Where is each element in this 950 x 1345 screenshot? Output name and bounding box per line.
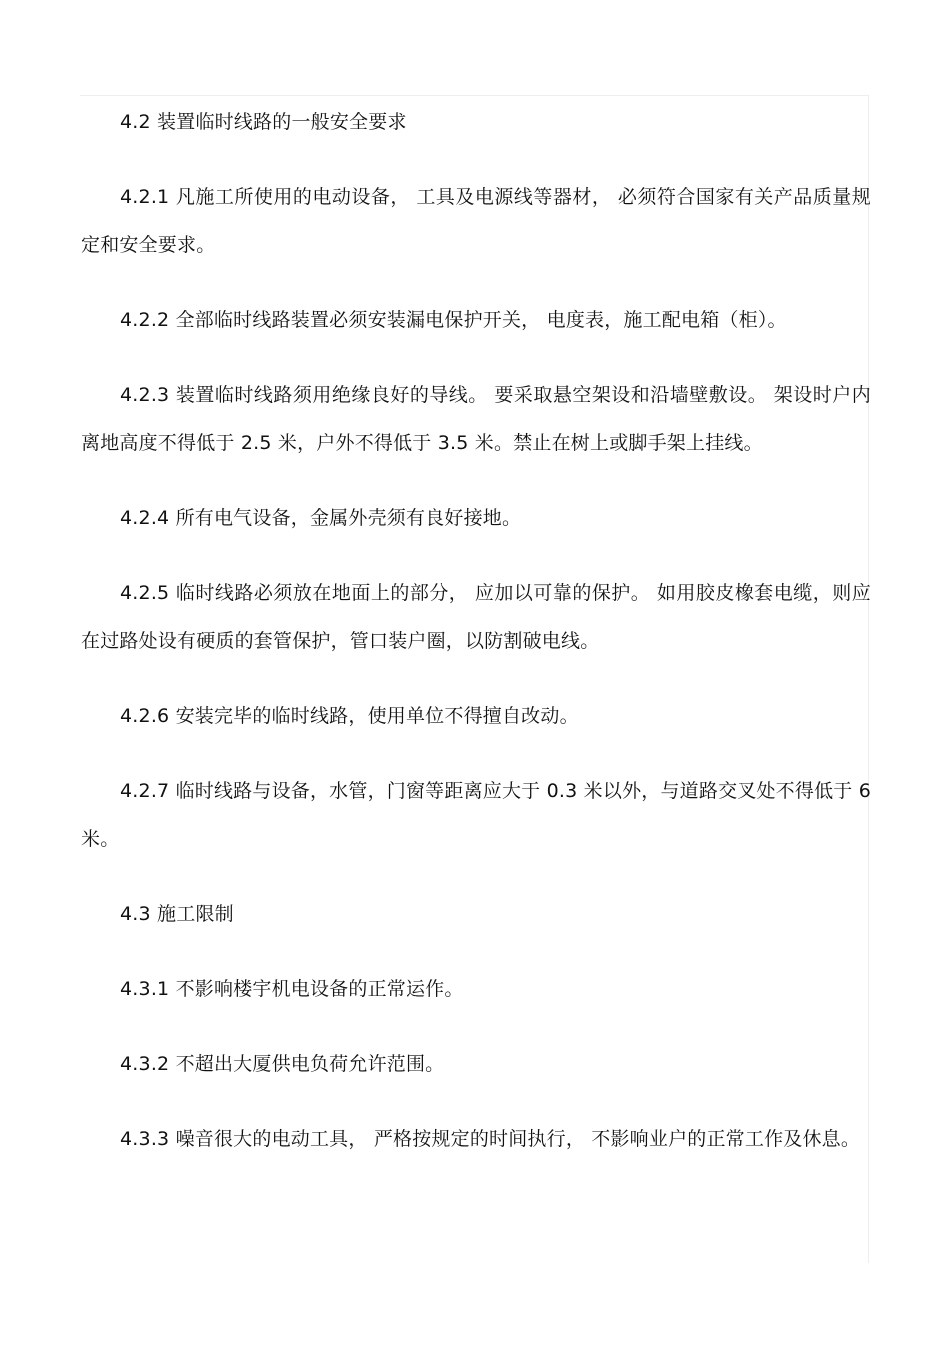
clause-4-2-2: 4.2.2 全部临时线路装置必须安装漏电保护开关， 电度表，施工配电箱（柜）。 [120, 309, 787, 331]
clause-4-2-6: 4.2.6 安装完毕的临时线路，使用单位不得擅自改动。 [120, 705, 579, 727]
section-heading-4-2: 4.2 装置临时线路的一般安全要求 [120, 111, 407, 133]
clause-4-2-3: 4.2.3 装置临时线路须用绝缘良好的导线。 要采取悬空架设和沿墙壁敷设。 架设时户内离地高度不得低于 2.5 米，户外不得低于 3.5 米。禁止在树上或脚手架上挂线。 [81, 384, 871, 454]
clause-4-3-2: 4.3.2 不超出大厦供电负荷允许范围。 [120, 1053, 445, 1075]
clause-4-3-3: 4.3.3 噪音很大的电动工具， 严格按规定的时间执行， 不影响业户的正常工作及休息。 [120, 1128, 861, 1150]
section-heading-4-3: 4.3 施工限制 [120, 903, 234, 925]
clause-4-2-1: 4.2.1 凡施工所使用的电动设备， 工具及电源线等器材， 必须符合国家有关产品质量规定和安全要求。 [81, 186, 871, 256]
clause-4-2-5: 4.2.5 临时线路必须放在地面上的部分， 应加以可靠的保护。 如用胶皮橡套电缆，则应在过路处设有硬质的套管保护，管口装户圈，以防割破电线。 [81, 582, 871, 652]
clause-4-2-7: 4.2.7 临时线路与设备，水管，门窗等距离应大于 0.3 米以外，与道路交叉处不得低于 6 米。 [81, 780, 872, 850]
document-body [81, 98, 871, 1190]
clause-4-3-1: 4.3.1 不影响楼宇机电设备的正常运作。 [120, 978, 464, 1000]
clause-4-2-4: 4.2.4 所有电气设备，金属外壳须有良好接地。 [120, 507, 522, 529]
